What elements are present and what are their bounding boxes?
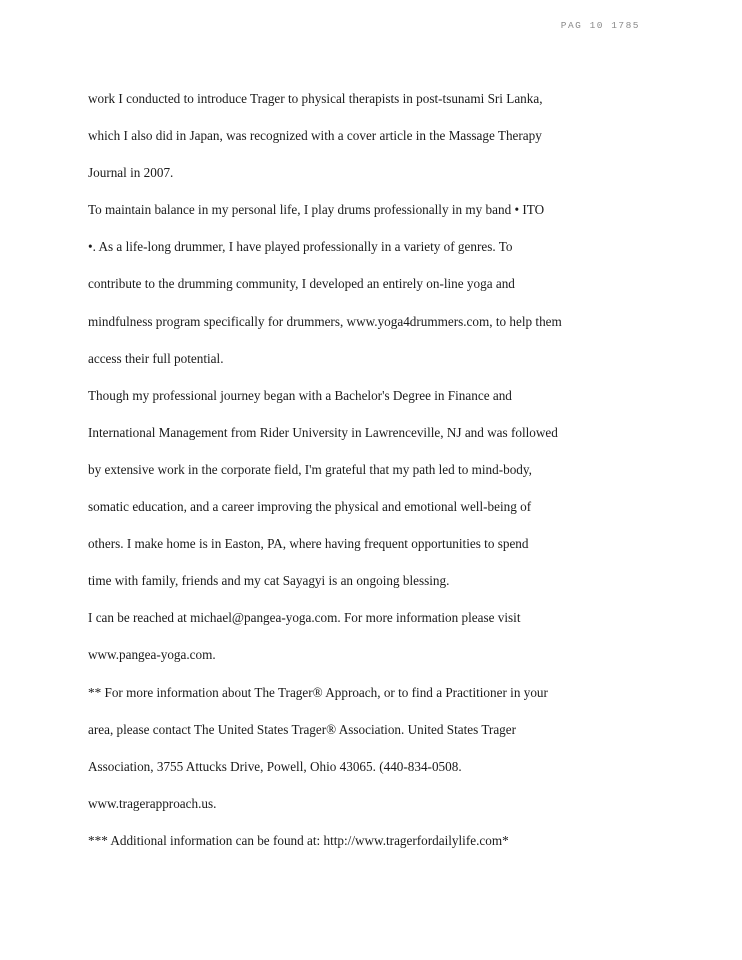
text-line: ** For more information about The Trager® Approach, or to find a Practitioner in your xyxy=(88,684,548,700)
body-text xyxy=(88,90,628,869)
text-line: I can be reached at michael@pangea-yoga.com. For more information please visit xyxy=(88,610,521,626)
page-stamp: PAG 10 1785 xyxy=(560,20,640,31)
text-line: contribute to the drumming community, I developed an entirely on-line yoga and xyxy=(88,276,515,292)
text-line: mindfulness program specifically for drummers, www.yoga4drummers.com, to help them xyxy=(88,313,562,329)
text-line: Though my professional journey began with a Bachelor's Degree in Finance and xyxy=(88,387,512,403)
text-line: work I conducted to introduce Trager to physical therapists in post-tsunami Sri Lanka, xyxy=(88,91,543,106)
text-line: International Management from Rider University in Lawrenceville, NJ and was followed xyxy=(88,424,558,440)
text-line: www.tragerapproach.us. xyxy=(88,795,217,811)
text-line: www.pangea-yoga.com. xyxy=(88,647,216,663)
text-line: To maintain balance in my personal life, I play drums professionally in my band • ITO xyxy=(88,202,545,218)
text-line: •. As a life-long drummer, I have played professionally in a variety of genres. To xyxy=(88,239,513,255)
text-line: by extensive work in the corporate field, I'm grateful that my path led to mind-body, xyxy=(88,461,532,477)
text-line: Journal in 2007. xyxy=(88,165,174,181)
text-line: time with family, friends and my cat Sayagyi is an ongoing blessing. xyxy=(88,573,450,589)
text-line: area, please contact The United States Trager® Association. United States Trager xyxy=(88,721,517,737)
text-line: somatic education, and a career improving the physical and emotional well-being of xyxy=(88,499,532,515)
text-line: which I also did in Japan, was recognized with a cover article in the Massage Therapy xyxy=(88,128,542,144)
text-line: Association, 3755 Attucks Drive, Powell, Ohio 43065. (440-834-0508. xyxy=(88,758,462,774)
text-line: others. I make home is in Easton, PA, where having frequent opportunities to spend xyxy=(88,536,529,552)
text-line: *** Additional information can be found at: http://www.tragerfordailylife.com* xyxy=(88,832,509,848)
text-line: access their full potential. xyxy=(88,350,224,366)
